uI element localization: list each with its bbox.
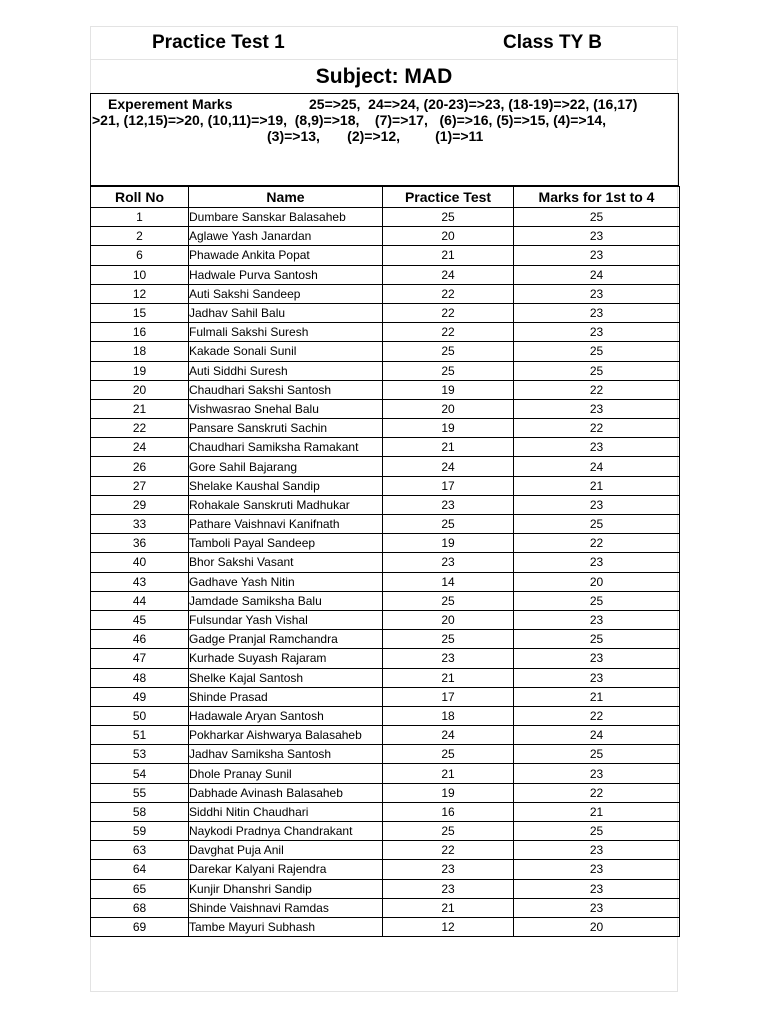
practice-test-cell: 20 (383, 399, 514, 418)
experiment-marks-label: Experement Marks (108, 96, 233, 112)
table-row (91, 841, 680, 860)
roll-no-cell: 47 (91, 649, 189, 668)
marks-cell: 22 (514, 380, 680, 399)
table-row (91, 265, 680, 284)
name-cell: Vishwasrao Snehal Balu (189, 399, 383, 418)
roll-no-cell: 10 (91, 265, 189, 284)
roll-no-cell: 2 (91, 227, 189, 246)
roll-no-cell: 59 (91, 822, 189, 841)
roll-no-cell: 64 (91, 860, 189, 879)
practice-test-cell: 19 (383, 380, 514, 399)
name-cell: Kurhade Suyash Rajaram (189, 649, 383, 668)
marks-cell: 23 (514, 399, 680, 418)
table-row (91, 764, 680, 783)
practice-test-cell: 20 (383, 610, 514, 629)
roll-no-cell: 15 (91, 303, 189, 322)
marks-cell: 23 (514, 649, 680, 668)
name-cell: Hadawale Aryan Santosh (189, 706, 383, 725)
marks-cell: 23 (514, 246, 680, 265)
roll-no-cell: 58 (91, 802, 189, 821)
name-cell: Kunjir Dhanshri Sandip (189, 879, 383, 898)
marks-table (90, 186, 680, 937)
marks-cell: 25 (514, 515, 680, 534)
practice-test-cell: 25 (383, 630, 514, 649)
name-cell: Naykodi Pradnya Chandrakant (189, 822, 383, 841)
marks-cell: 24 (514, 265, 680, 284)
name-cell: Kakade Sonali Sunil (189, 342, 383, 361)
marks-cell: 23 (514, 860, 680, 879)
name-cell: Chaudhari Sakshi Santosh (189, 380, 383, 399)
table-row (91, 457, 680, 476)
practice-test-cell: 12 (383, 917, 514, 936)
column-header-roll-no: Roll No (91, 187, 189, 208)
roll-no-cell: 65 (91, 879, 189, 898)
marks-cell: 23 (514, 227, 680, 246)
table-row (91, 610, 680, 629)
table-row (91, 706, 680, 725)
name-cell: Bhor Sakshi Vasant (189, 553, 383, 572)
roll-no-cell: 43 (91, 572, 189, 591)
marks-cell: 25 (514, 591, 680, 610)
table-row (91, 553, 680, 572)
experiment-marks-box (90, 93, 679, 186)
name-cell: Shinde Vaishnavi Ramdas (189, 898, 383, 917)
table-row (91, 822, 680, 841)
name-cell: Shelake Kaushal Sandip (189, 476, 383, 495)
table-row (91, 879, 680, 898)
roll-no-cell: 33 (91, 515, 189, 534)
marks-cell: 23 (514, 610, 680, 629)
practice-test-cell: 22 (383, 303, 514, 322)
practice-test-cell: 25 (383, 208, 514, 227)
table-row (91, 361, 680, 380)
practice-test-cell: 17 (383, 476, 514, 495)
practice-test-cell: 21 (383, 898, 514, 917)
name-cell: Gore Sahil Bajarang (189, 457, 383, 476)
table-row (91, 649, 680, 668)
practice-test-cell: 17 (383, 687, 514, 706)
marks-cell: 24 (514, 726, 680, 745)
name-cell: Shelke Kajal Santosh (189, 668, 383, 687)
roll-no-cell: 46 (91, 630, 189, 649)
name-cell: Davghat Puja Anil (189, 841, 383, 860)
table-row (91, 572, 680, 591)
roll-no-cell: 55 (91, 783, 189, 802)
roll-no-cell: 40 (91, 553, 189, 572)
marks-cell: 21 (514, 802, 680, 821)
table-row (91, 534, 680, 553)
practice-test-cell: 23 (383, 860, 514, 879)
roll-no-cell: 45 (91, 610, 189, 629)
practice-test-cell: 23 (383, 495, 514, 514)
name-cell: Pansare Sanskruti Sachin (189, 419, 383, 438)
column-header-name: Name (189, 187, 383, 208)
table-row (91, 668, 680, 687)
table-row (91, 342, 680, 361)
name-cell: Dumbare Sanskar Balasaheb (189, 208, 383, 227)
table-header-row (91, 187, 680, 208)
marks-cell: 20 (514, 917, 680, 936)
roll-no-cell: 19 (91, 361, 189, 380)
name-cell: Chaudhari Samiksha Ramakant (189, 438, 383, 457)
practice-test-cell: 24 (383, 457, 514, 476)
table-row (91, 246, 680, 265)
table-row (91, 745, 680, 764)
table-row (91, 399, 680, 418)
name-cell: Tambe Mayuri Subhash (189, 917, 383, 936)
experiment-marks-line-2: >21, (12,15)=>20, (10,11)=>19, (8,9)=>18, (7)=>17, (6)=>16, (5)=>15, (4)=>14, (92, 112, 607, 128)
name-cell: Auti Siddhi Suresh (189, 361, 383, 380)
name-cell: Gadhave Yash Nitin (189, 572, 383, 591)
practice-test-cell: 22 (383, 284, 514, 303)
name-cell: Dhole Pranay Sunil (189, 764, 383, 783)
table-row (91, 438, 680, 457)
marks-cell: 21 (514, 476, 680, 495)
roll-no-cell: 53 (91, 745, 189, 764)
marks-cell: 23 (514, 323, 680, 342)
roll-no-cell: 51 (91, 726, 189, 745)
table-row (91, 419, 680, 438)
practice-test-cell: 19 (383, 534, 514, 553)
practice-test-cell: 21 (383, 668, 514, 687)
name-cell: Gadge Pranjal Ramchandra (189, 630, 383, 649)
roll-no-cell: 54 (91, 764, 189, 783)
table-row (91, 227, 680, 246)
marks-cell: 22 (514, 783, 680, 802)
practice-test-cell: 25 (383, 745, 514, 764)
column-header-marks: Marks for 1st to 4 (514, 187, 680, 208)
name-cell: Jadhav Sahil Balu (189, 303, 383, 322)
roll-no-cell: 27 (91, 476, 189, 495)
roll-no-cell: 29 (91, 495, 189, 514)
name-cell: Fulmali Sakshi Suresh (189, 323, 383, 342)
table-row (91, 476, 680, 495)
practice-test-cell: 25 (383, 822, 514, 841)
table-row (91, 860, 680, 879)
table-row (91, 323, 680, 342)
marks-cell: 22 (514, 534, 680, 553)
practice-test-cell: 19 (383, 419, 514, 438)
marks-cell: 22 (514, 706, 680, 725)
roll-no-cell: 16 (91, 323, 189, 342)
practice-test-cell: 21 (383, 438, 514, 457)
roll-no-cell: 12 (91, 284, 189, 303)
table-row (91, 380, 680, 399)
practice-test-cell: 24 (383, 265, 514, 284)
roll-no-cell: 36 (91, 534, 189, 553)
marks-cell: 23 (514, 438, 680, 457)
table-body (91, 208, 680, 937)
practice-test-cell: 21 (383, 246, 514, 265)
practice-test-cell: 20 (383, 227, 514, 246)
name-cell: Hadwale Purva Santosh (189, 265, 383, 284)
practice-test-cell: 23 (383, 879, 514, 898)
marks-cell: 21 (514, 687, 680, 706)
test-title: Practice Test 1 (152, 32, 285, 53)
practice-test-cell: 24 (383, 726, 514, 745)
name-cell: Siddhi Nitin Chaudhari (189, 802, 383, 821)
roll-no-cell: 26 (91, 457, 189, 476)
marks-cell: 25 (514, 630, 680, 649)
roll-no-cell: 68 (91, 898, 189, 917)
marks-cell: 23 (514, 879, 680, 898)
roll-no-cell: 69 (91, 917, 189, 936)
table-row (91, 284, 680, 303)
name-cell: Auti Sakshi Sandeep (189, 284, 383, 303)
roll-no-cell: 63 (91, 841, 189, 860)
experiment-marks-line-3: (3)=>13, (2)=>12, (1)=>11 (267, 128, 484, 144)
marks-cell: 25 (514, 745, 680, 764)
name-cell: Jadhav Samiksha Santosh (189, 745, 383, 764)
name-cell: Jamdade Samiksha Balu (189, 591, 383, 610)
marks-cell: 25 (514, 361, 680, 380)
table-row (91, 726, 680, 745)
practice-test-cell: 18 (383, 706, 514, 725)
practice-test-cell: 25 (383, 342, 514, 361)
roll-no-cell: 44 (91, 591, 189, 610)
marks-cell: 23 (514, 284, 680, 303)
subject-title: Subject: MAD (315, 65, 453, 88)
class-title: Class TY B (503, 32, 602, 53)
marks-cell: 23 (514, 303, 680, 322)
roll-no-cell: 6 (91, 246, 189, 265)
practice-test-cell: 25 (383, 361, 514, 380)
practice-test-cell: 14 (383, 572, 514, 591)
table-row (91, 898, 680, 917)
table-row (91, 495, 680, 514)
table-row (91, 802, 680, 821)
table-row (91, 630, 680, 649)
table-row (91, 917, 680, 936)
name-cell: Pathare Vaishnavi Kanifnath (189, 515, 383, 534)
table-row (91, 687, 680, 706)
roll-no-cell: 24 (91, 438, 189, 457)
practice-test-cell: 16 (383, 802, 514, 821)
marks-cell: 25 (514, 208, 680, 227)
marks-cell: 25 (514, 342, 680, 361)
table-row (91, 591, 680, 610)
name-cell: Tamboli Payal Sandeep (189, 534, 383, 553)
name-cell: Shinde Prasad (189, 687, 383, 706)
marks-cell: 23 (514, 898, 680, 917)
practice-test-cell: 19 (383, 783, 514, 802)
marks-cell: 23 (514, 841, 680, 860)
name-cell: Pokharkar Aishwarya Balasaheb (189, 726, 383, 745)
roll-no-cell: 49 (91, 687, 189, 706)
practice-test-cell: 23 (383, 553, 514, 572)
marks-cell: 23 (514, 553, 680, 572)
table-row (91, 303, 680, 322)
table-row (91, 515, 680, 534)
name-cell: Dabhade Avinash Balasaheb (189, 783, 383, 802)
practice-test-cell: 22 (383, 323, 514, 342)
marks-cell: 20 (514, 572, 680, 591)
marks-cell: 22 (514, 419, 680, 438)
roll-no-cell: 50 (91, 706, 189, 725)
name-cell: Darekar Kalyani Rajendra (189, 860, 383, 879)
table-row (91, 783, 680, 802)
name-cell: Aglawe Yash Janardan (189, 227, 383, 246)
practice-test-cell: 25 (383, 591, 514, 610)
name-cell: Phawade Ankita Popat (189, 246, 383, 265)
marks-cell: 24 (514, 457, 680, 476)
experiment-marks-line-1: 25=>25, 24=>24, (20-23)=>23, (18-19)=>22, (16,17) (309, 96, 638, 112)
roll-no-cell: 1 (91, 208, 189, 227)
name-cell: Fulsundar Yash Vishal (189, 610, 383, 629)
roll-no-cell: 48 (91, 668, 189, 687)
roll-no-cell: 18 (91, 342, 189, 361)
name-cell: Rohakale Sanskruti Madhukar (189, 495, 383, 514)
marks-cell: 25 (514, 822, 680, 841)
marks-cell: 23 (514, 495, 680, 514)
roll-no-cell: 22 (91, 419, 189, 438)
marks-cell: 23 (514, 668, 680, 687)
title-row (90, 26, 678, 60)
table-row (91, 208, 680, 227)
roll-no-cell: 20 (91, 380, 189, 399)
column-header-practice-test: Practice Test (383, 187, 514, 208)
marks-cell: 23 (514, 764, 680, 783)
practice-test-cell: 22 (383, 841, 514, 860)
practice-test-cell: 23 (383, 649, 514, 668)
practice-test-cell: 21 (383, 764, 514, 783)
practice-test-cell: 25 (383, 515, 514, 534)
roll-no-cell: 21 (91, 399, 189, 418)
